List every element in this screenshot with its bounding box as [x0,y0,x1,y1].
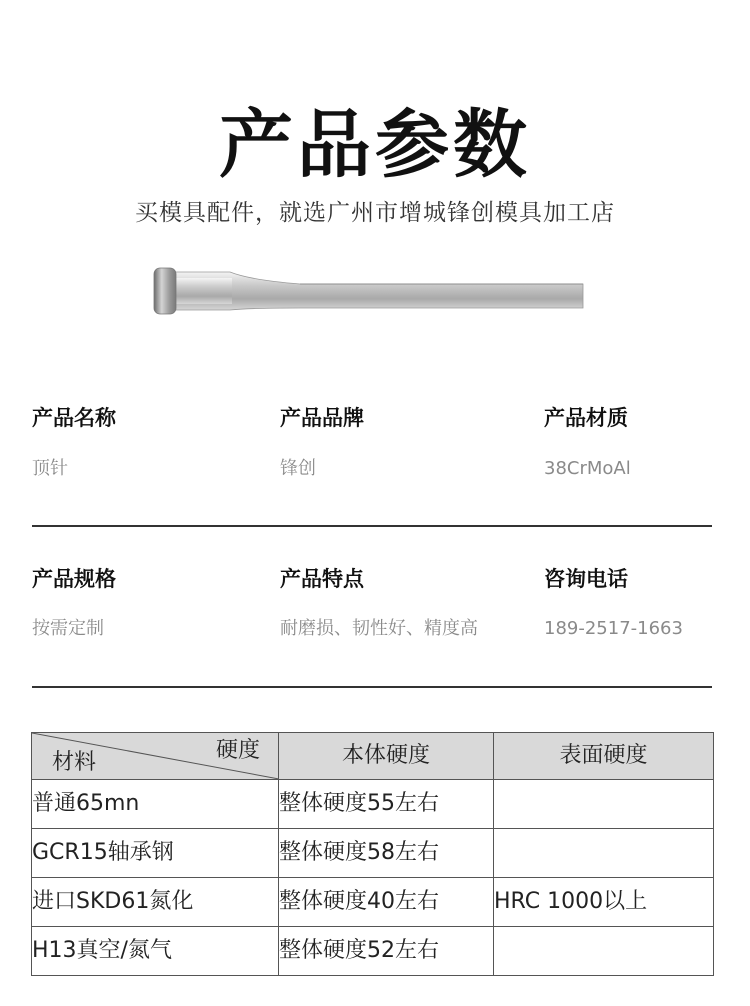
cell-body: 整体硬度58左右 [279,829,494,878]
header-diagonal-cell [32,733,279,780]
ejector-pin-image [150,262,590,322]
cell-surface [494,927,714,976]
spec-value-name: 顶针 [32,458,68,479]
cell-surface: HRC 1000以上 [494,878,714,927]
spec-value-brand: 锋创 [280,458,316,479]
cell-body: 整体硬度40左右 [279,878,494,927]
cell-material: 进口SKD61氮化 [32,878,279,927]
spec-value-features: 耐磨损、韧性好、精度高 [280,618,478,639]
spec-label-features: 产品特点 [280,567,364,591]
spec-label-phone: 咨询电话 [544,567,628,591]
spec-label-name: 产品名称 [32,406,116,430]
table-row [32,927,714,976]
spec-value-material: 38CrMoAl [544,458,631,479]
header-surface-hardness: 表面硬度 [494,733,714,780]
spec-label-material: 产品材质 [544,406,628,430]
table-row [32,780,714,829]
cell-surface [494,780,714,829]
cell-surface [494,829,714,878]
spec-value-size: 按需定制 [32,618,104,639]
header-hardness: 硬度 [215,738,260,763]
spec-label-size: 产品规格 [32,567,116,591]
cell-material: 普通65mn [32,780,279,829]
table-header-row [32,733,714,780]
hardness-table [31,732,714,976]
table-row [32,829,714,878]
header-body-hardness: 本体硬度 [279,733,494,780]
cell-body: 整体硬度55左右 [279,780,494,829]
cell-material: GCR15轴承钢 [32,829,279,878]
cell-material: H13真空/氮气 [32,927,279,976]
page-subtitle: 买模具配件，就选广州市增城锋创模具加工店 [135,200,615,226]
table-row [32,878,714,927]
divider [32,686,712,688]
header-material: 材料 [52,750,97,775]
cell-body: 整体硬度52左右 [279,927,494,976]
spec-value-phone: 189-2517-1663 [544,618,683,639]
spec-label-brand: 产品品牌 [280,406,364,430]
divider [32,525,712,527]
page-title: 产品参数 [219,102,531,188]
